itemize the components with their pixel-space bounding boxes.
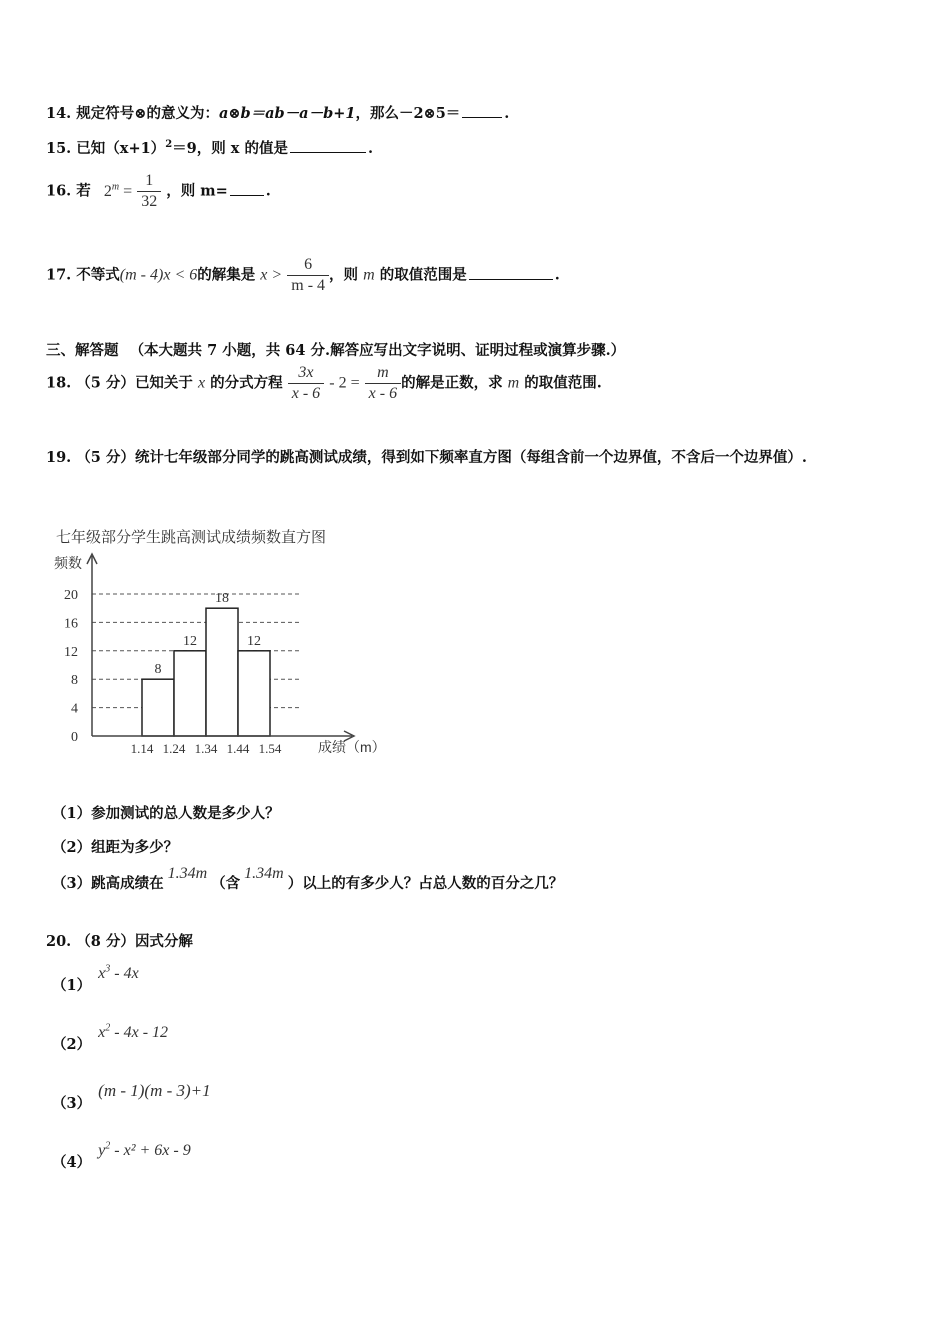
x-tick-label: 1.54 [258, 741, 282, 756]
factor-item-2: （2） $x^2 - 4x - 12$ [52, 1022, 169, 1053]
question-text: 已知（x+1） [76, 140, 166, 157]
bar-value-label: 18 [215, 591, 229, 607]
score: （5 分） [76, 374, 135, 392]
formula: (m - 4)x < 6 [119, 266, 198, 284]
question-number: 18. [46, 374, 72, 392]
histogram-chart [46, 522, 406, 762]
formula: 2$^m$ = [103, 181, 133, 200]
question-number: 19. [46, 449, 72, 466]
answer-blank[interactable] [290, 151, 366, 153]
formula: 1.34m [244, 865, 284, 882]
question-text: 的解集是 [197, 266, 256, 284]
bar-value-label: 8 [154, 662, 162, 678]
question-number: 14. [46, 105, 72, 122]
question-text: ，则 m= [166, 182, 228, 200]
y-tick-label: 0 [71, 730, 78, 745]
bar-value-label: 12 [247, 633, 261, 649]
chart-title: 七年级部分学生跳高测试成绩频数直方图 [56, 529, 327, 546]
histogram-bar [142, 679, 174, 736]
sub-question-3: （3）跳高成绩在1.34m（含1.34m）以上的有多少人？占总人数的百分之几？ [52, 865, 564, 892]
histogram-bar [174, 651, 206, 736]
question-number: 20. [46, 933, 72, 950]
y-tick-label: 4 [71, 701, 78, 717]
section-note: （本大题共 7 小题，共 64 分.解答应写出文字说明、证明过程或演算步骤.） [129, 342, 626, 359]
fraction: $\frac{m}{x - 6}$ [365, 364, 401, 403]
x-tick-label: 1.34 [194, 741, 218, 756]
x-tick-label: 1.24 [162, 741, 186, 756]
score: （8 分） [76, 933, 135, 950]
x-tick-label: 1.44 [226, 741, 250, 756]
question-number: 16. [46, 182, 72, 200]
formula: a⊗b＝ab－a－b+1 [218, 105, 356, 122]
y-tick-label: 20 [64, 588, 78, 603]
factor-item-3: （3） (m - 1)(m - 3)+1 [52, 1081, 211, 1112]
y-tick-label: 16 [64, 616, 78, 632]
question-18: 18. （5 分）已知关于 x 的分式方程 $\frac{3x}{x - 6}$ - 2 = $\frac{m}{x - 6}$ 的解是正数，求 m 的取值范围. [46, 364, 602, 402]
answer-blank[interactable] [469, 278, 553, 280]
question-text: 规定符号⊗的意义为： [76, 105, 219, 122]
formula: 1.34m [167, 865, 208, 882]
question-text: 不等式 [76, 266, 120, 284]
question-text: ＝9，则 x 的值是 [172, 140, 288, 157]
y-tick-label: 8 [71, 673, 78, 689]
section-title: 三、解答题 [46, 342, 119, 359]
question-text: 的取值范围是 [379, 266, 467, 284]
sub-question-2: （2）组距为多少？ [52, 839, 179, 856]
answer-blank[interactable] [462, 116, 502, 118]
question-text: 因式分解 [134, 933, 193, 950]
answer-blank[interactable] [230, 194, 264, 196]
histogram-bar [206, 608, 238, 736]
question-text: 统计七年级部分同学的跳高测试成绩，得到如下频率直方图（每组含前一个边界值，不含后一个边界值）. [134, 449, 807, 466]
factor-item-4: （4） $y^2 - x^2 + 6x - 9$ [52, 1140, 191, 1171]
x-axis-label: 成绩（m） [318, 739, 386, 755]
y-axis-label: 频数 [54, 555, 82, 571]
fraction: $\frac{3x}{x - 6}$ [288, 364, 324, 403]
question-16: 16. 若 2$^m$ = $\frac{1}{32}$ ，则 m= . [46, 172, 271, 210]
question-17: 17. 不等式(m - 4)x < 6的解集是 x > $\frac{6}{m - 4}$ ，则 m 的取值范围是 . [46, 256, 560, 294]
histogram-bar [238, 651, 270, 736]
score: （5 分） [76, 449, 135, 466]
fraction: $\frac{6}{m - 4}$ [287, 256, 329, 295]
y-tick-label: 12 [64, 644, 78, 660]
sub-question-1: （1）参加测试的总人数是多少人？ [52, 805, 280, 822]
section-heading [46, 339, 625, 360]
x-tick-label: 1.14 [130, 741, 154, 756]
question-number: 15. [46, 140, 72, 157]
bar-value-label: 12 [183, 633, 197, 649]
question-text: ，那么－2⊗5＝ [355, 105, 461, 122]
question-text: 若 [76, 182, 91, 200]
question-number: 17. [46, 266, 72, 284]
question-19 [46, 440, 886, 476]
formula: x > [260, 266, 283, 284]
question-14: 14. 规定符号⊗的意义为：a⊗b＝ab－a－b+1，那么－2⊗5＝ . [46, 105, 510, 122]
fraction: $\frac{1}{32}$ [137, 172, 161, 211]
factor-item-1: （1） $x^3 - 4x$ [52, 963, 139, 994]
question-20 [46, 930, 193, 951]
question-15: 15. 已知$(x+1)^2=9$，则 x 的值是 . [46, 139, 374, 157]
